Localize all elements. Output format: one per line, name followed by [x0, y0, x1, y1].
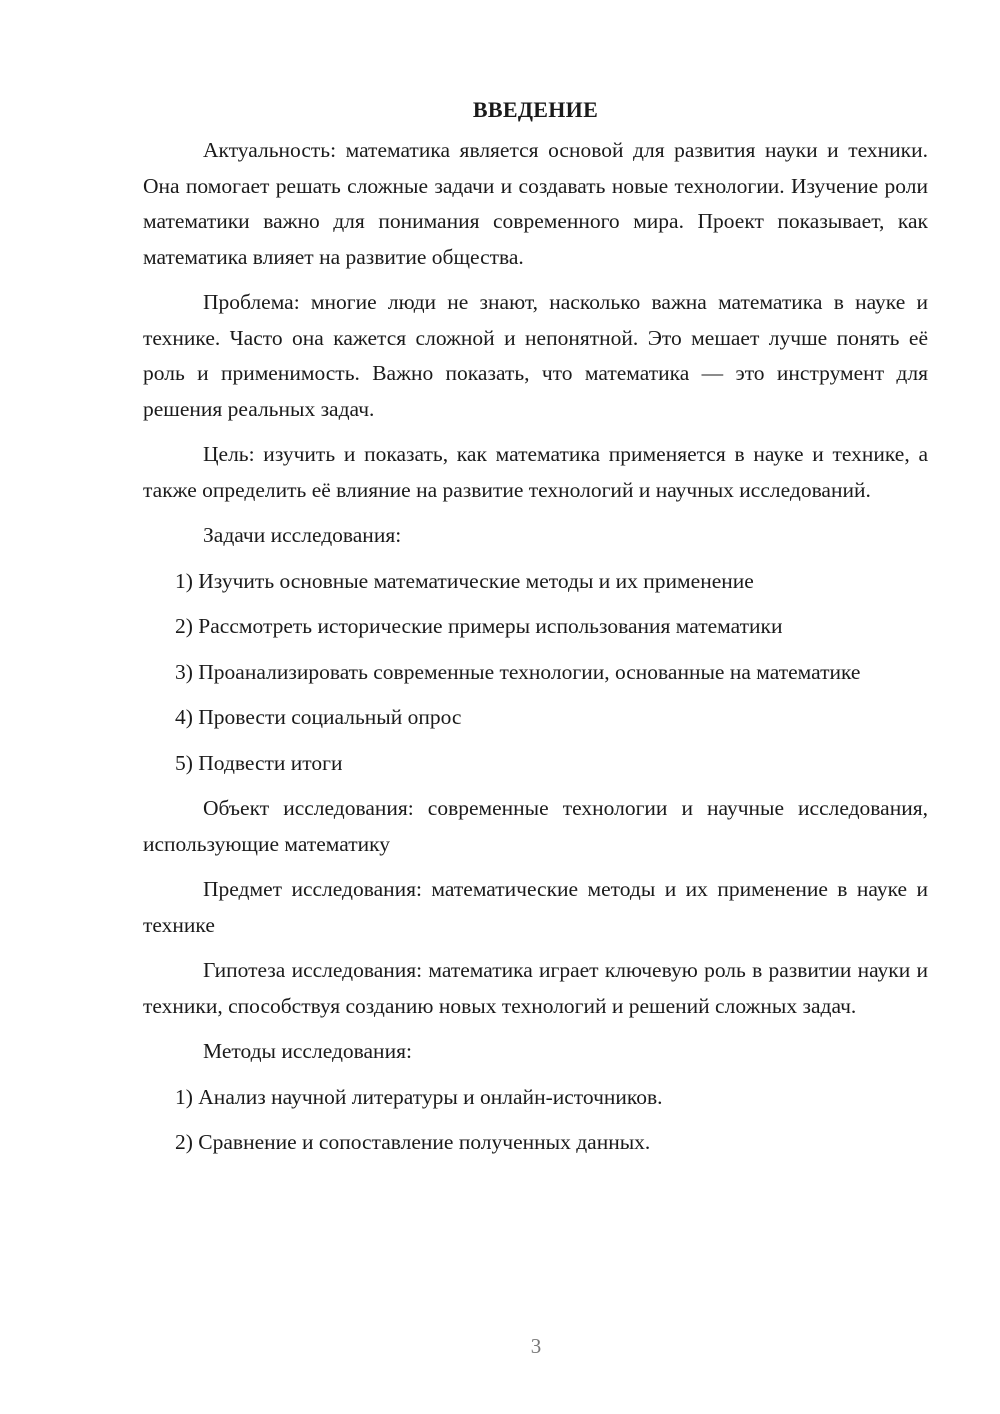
relevance-paragraph: Актуальность: математика является основой для развития науки и техники. Она помогает решать сложные задачи и создавать новые технологии. Изучение роли математики важно для понимания современного мира. Проект показывает, как математика влияет на развитие общества.	[143, 138, 928, 269]
section-title: ВВЕДЕНИЕ	[472, 97, 599, 122]
hypothesis-paragraph: Гипотеза исследования: математика играет ключевую роль в развитии науки и техники, способствуя созданию новых технологий и решений сложных задач.	[143, 958, 928, 1018]
subject-paragraph: Предмет исследования: математические методы и их применение в науке и технике	[143, 877, 928, 937]
document-page	[143, 92, 928, 1161]
task-item-1: 1) Изучить основные математические методы и их применение	[175, 568, 754, 593]
page-number: 3	[530, 1334, 542, 1358]
problem-paragraph: Проблема: многие люди не знают, насколько важна математика в науке и технике. Часто она кажется сложной и непонятной. Это мешает лучше понять её роль и применимость. Важно показать, что математика — это инструмент для решения реальных задач.	[143, 290, 928, 421]
methods-heading: Методы исследования:	[203, 1039, 412, 1063]
task-item-2: 2) Рассмотреть исторические примеры использования математики	[175, 614, 783, 638]
task-item-5: 5) Подвести итоги	[175, 750, 343, 775]
object-paragraph: Объект исследования: современные технологии и научные исследования, использующие математику	[143, 796, 928, 856]
goal-paragraph: Цель: изучить и показать, как математика применяется в науке и технике, а также определить её влияние на развитие технологий и научных исследований.	[143, 442, 928, 502]
task-item-3: 3) Проанализировать современные технологии, основанные на математике	[175, 659, 861, 684]
method-item-1: 1) Анализ научной литературы и онлайн-источников.	[175, 1084, 663, 1109]
tasks-heading: Задачи исследования:	[203, 523, 402, 547]
method-item-2: 2) Сравнение и сопоставление полученных данных.	[175, 1130, 651, 1154]
task-item-4: 4) Провести социальный опрос	[175, 705, 462, 729]
